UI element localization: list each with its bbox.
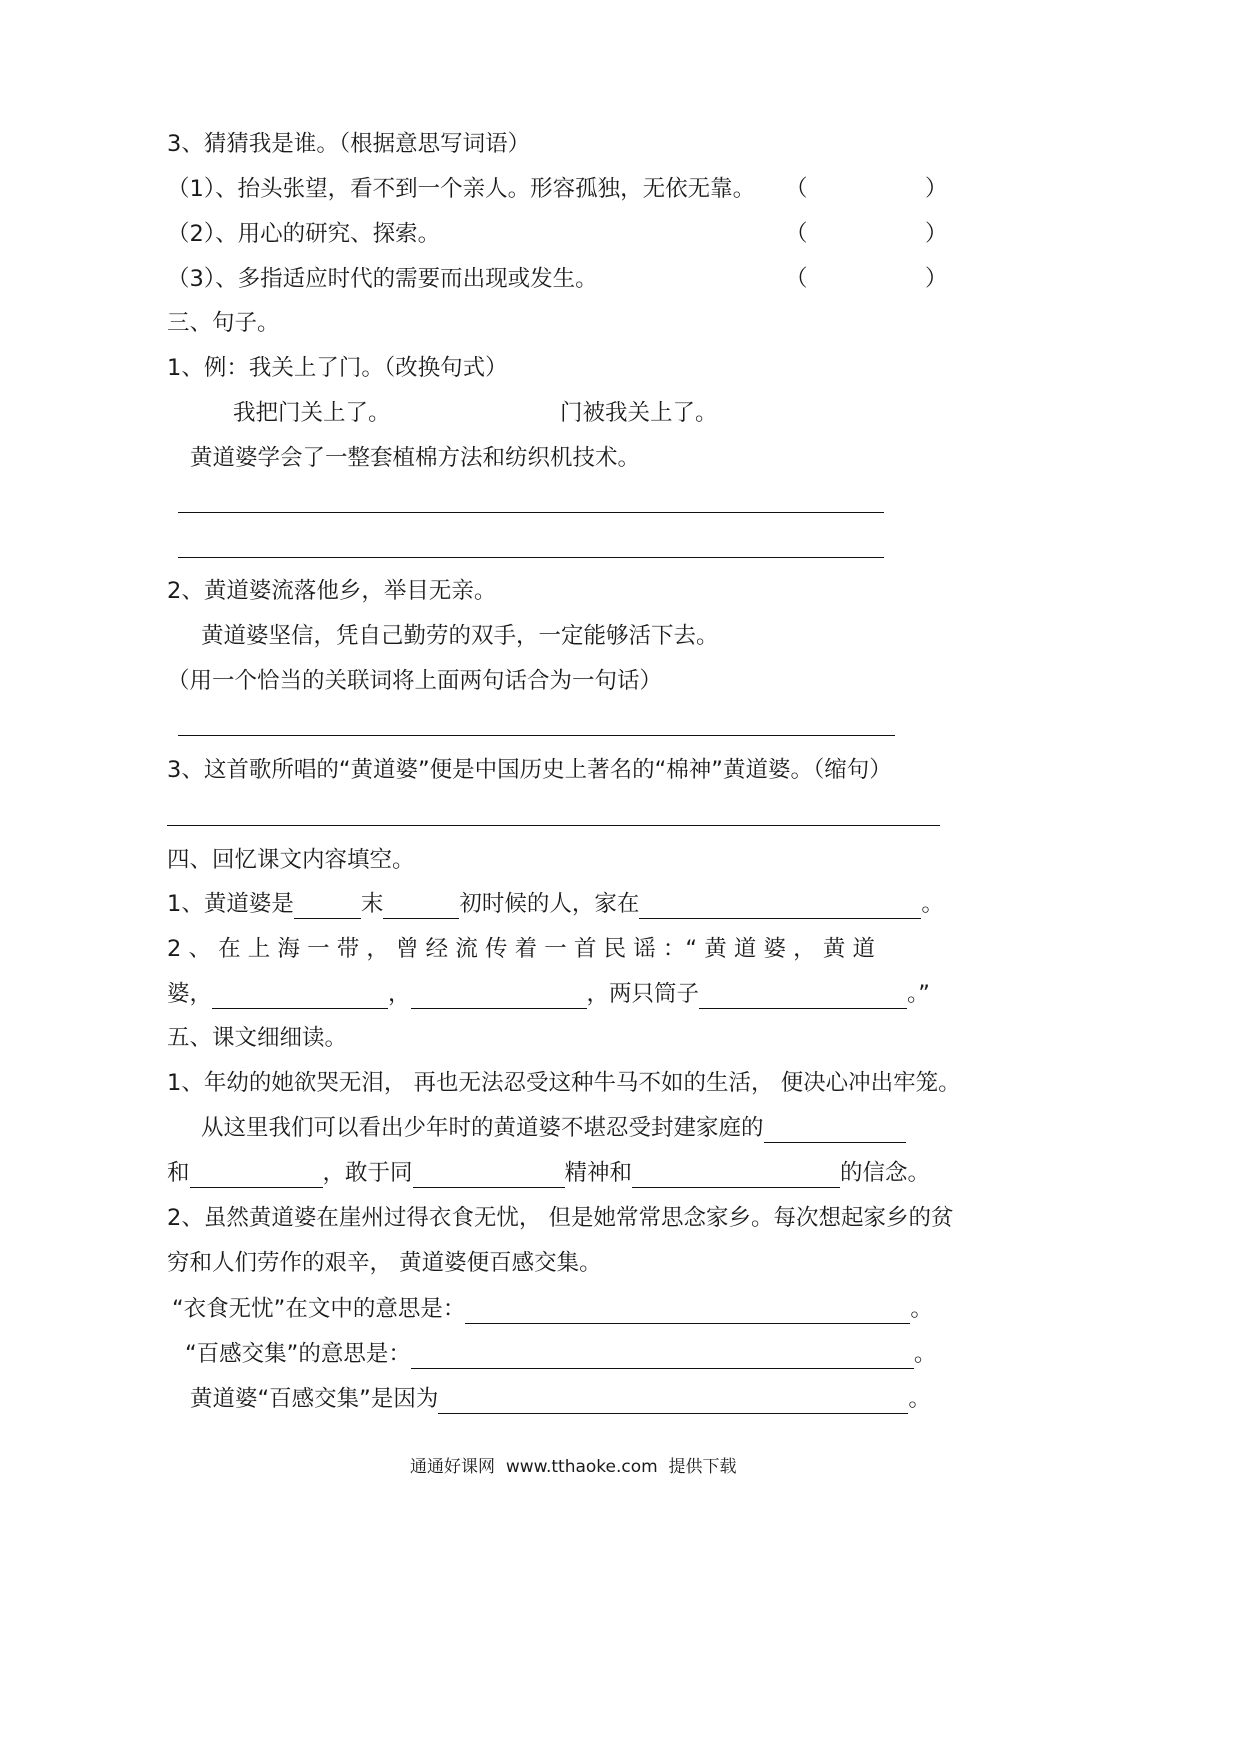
s4-q1-part-2: 末 (360, 891, 384, 917)
q3-item-2: （2）、用心的研究、探索。 (167, 221, 441, 247)
s5-r2-blank-2[interactable] (411, 1342, 914, 1369)
q3-item-3: （3）、多指适应时代的需要而出现或发生。 (167, 266, 598, 292)
s4-q1-blank-2[interactable] (383, 892, 459, 919)
s4-q1-blank-1[interactable] (294, 892, 361, 919)
s4-q2-end: 。” (907, 981, 930, 1007)
s2-line-1: 2、黄道婆流落他乡，举目无亲。 (167, 578, 497, 604)
s5-r1-blank-2[interactable] (190, 1161, 323, 1188)
section-5-heading: 五、课文细细读。 (167, 1025, 348, 1051)
s5-r2-ask-1-row (172, 1294, 933, 1324)
q3-item-3-close: ） (925, 266, 948, 292)
s5-r1-fill-b (167, 1158, 930, 1188)
s5-r2-blank-1[interactable] (465, 1297, 910, 1324)
s4-q2-blank-1[interactable] (212, 982, 388, 1009)
section-3-heading: 三、句子。 (167, 310, 280, 336)
s5-r2-line-1: 2、虽然黄道婆在崖州过得衣食无忧， 但是她常常思念家乡。每次想起家乡的贫 (167, 1205, 954, 1231)
q3-heading: 3、猜猜我是谁。（根据意思写词语） (167, 131, 531, 157)
s5-r2-period-3: 。 (908, 1386, 931, 1412)
s1-sentence: 黄道婆学会了一整套植棉方法和纺织机技术。 (190, 445, 641, 471)
q3-item-2-open: （ (785, 221, 808, 247)
s5-r2-period-1: 。 (910, 1296, 933, 1322)
s4-q2-start: 婆， (167, 981, 213, 1007)
s1-answer-line-2[interactable] (178, 557, 884, 558)
q3-item-1-open: （ (785, 176, 808, 202)
s1-example-b: 门被我关上了。 (560, 400, 718, 426)
s5-r1-blank-3[interactable] (413, 1161, 565, 1188)
s5-r1-fill-a (201, 1113, 906, 1143)
s4-q1-row (167, 889, 944, 919)
s5-r2-ask-3: 黄道婆“百感交集”是因为 (190, 1386, 439, 1412)
s5-r1-fill-a-text: 从这里我们可以看出少年时的黄道婆不堪忍受封建家庭的 (201, 1115, 764, 1141)
footer-note: 提供下载 (668, 1457, 737, 1477)
s5-r1-fill-b-end: 的信念。 (840, 1160, 931, 1186)
s5-r1-blank-4[interactable] (632, 1161, 840, 1188)
s4-q2-line-2 (167, 979, 930, 1009)
s5-r1-fill-b-mid2: 精神和 (564, 1160, 633, 1186)
s4-q1-blank-3[interactable] (639, 892, 921, 919)
q3-item-2-close: ） (925, 221, 948, 247)
s4-q2-mid: ，两只筒子 (586, 981, 700, 1007)
s5-r2-ask-3-row (190, 1384, 931, 1414)
s5-r2-ask-2-row (185, 1339, 936, 1369)
s4-q2-blank-3[interactable] (699, 982, 907, 1009)
footer-url[interactable]: www.tthaoke.com (505, 1457, 658, 1477)
s5-r2-blank-3[interactable] (438, 1387, 908, 1414)
s4-q1-part-1: 1、黄道婆是 (167, 891, 294, 917)
s4-q2-line-1: 2 、 在 上 海 一 带 ， 曾 经 流 传 着 一 首 民 谣 ：“ 黄 道 婆 ， 黄 道 (167, 936, 875, 962)
q3-item-1: （1）、抬头张望，看不到一个亲人。形容孤独，无依无靠。 (167, 176, 756, 202)
s4-q1-part-3: 初时候的人，家在 (459, 891, 640, 917)
q3-item-1-close: ） (925, 176, 948, 202)
s4-q1-part-4: 。 (921, 891, 944, 917)
s1-answer-line-1[interactable] (178, 512, 884, 513)
s5-r2-period-2: 。 (913, 1341, 937, 1367)
s3-answer-line[interactable] (167, 825, 940, 826)
s5-r2-ask-1: “衣食无忧”在文中的意思是： (172, 1296, 466, 1322)
s4-q2-comma: ， (388, 981, 411, 1007)
q3-item-3-open: （ (785, 266, 808, 292)
s2-answer-line[interactable] (178, 735, 895, 736)
s5-r1-fill-b-start: 和 (167, 1160, 190, 1186)
s2-instruction: （用一个恰当的关联词将上面两句话合为一句话） (167, 668, 663, 694)
s1-prompt: 1、例：我关上了门。（改换句式） (167, 355, 508, 381)
page-footer (410, 1455, 737, 1479)
s5-r1-blank-1[interactable] (764, 1116, 906, 1143)
s4-q2-blank-2[interactable] (411, 982, 587, 1009)
footer-site: 通通好课网 (410, 1457, 495, 1477)
s5-r1-quote: 1、年幼的她欲哭无泪， 再也无法忍受这种牛马不如的生活， 便决心冲出牢笼。 (167, 1070, 961, 1096)
section-4-heading: 四、回忆课文内容填空。 (167, 847, 415, 873)
s5-r1-fill-b-mid1: ，敢于同 (322, 1160, 413, 1186)
s1-example-a: 我把门关上了。 (233, 400, 391, 426)
s5-r2-line-2: 穷和人们劳作的艰辛， 黄道婆便百感交集。 (167, 1250, 602, 1276)
s2-line-2: 黄道婆坚信，凭自己勤劳的双手，一定能够活下去。 (201, 623, 719, 649)
s5-r2-ask-2: “百感交集”的意思是： (185, 1341, 411, 1367)
s3-prompt: 3、这首歌所唱的“黄道婆”便是中国历史上著名的“棉神”黄道婆。（缩句） (167, 757, 892, 783)
